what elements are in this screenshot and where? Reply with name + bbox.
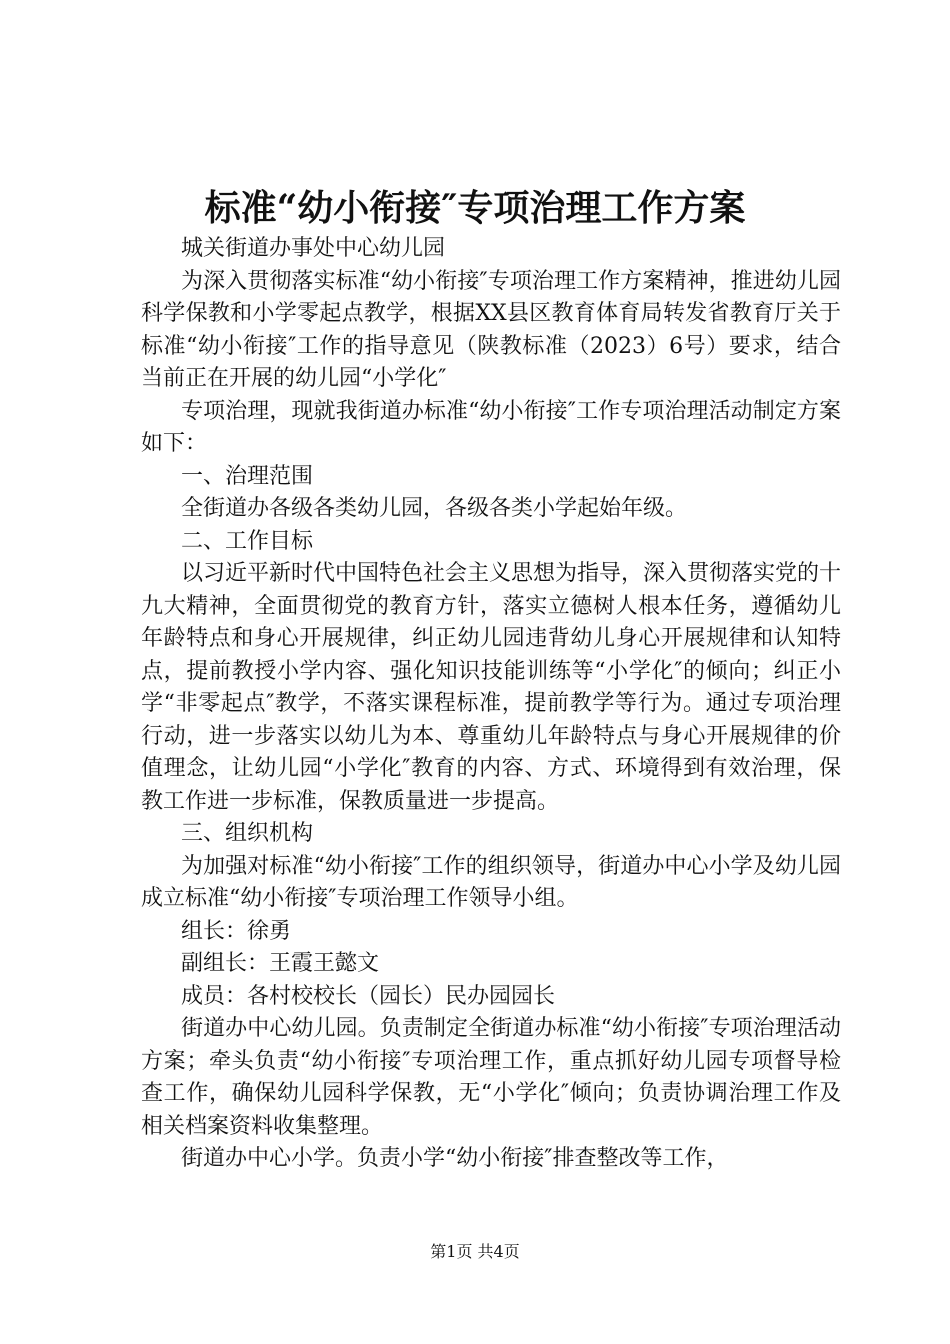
paragraph: 组长：徐勇: [181, 918, 292, 944]
paragraph: 成员：各村校校长（园长）民办园园长: [181, 983, 556, 1009]
paragraph: 街道办中心幼儿园。负责制定全街道办标准“幼小衔接″专项治理活动方案；牵头负责“幼小衔接″专项治理工作，重点抓好幼儿园专项督导检查工作，确保幼儿园科学保教，无“小学化″倾向；负责协调治理工作及相关档案资料收集整理。: [141, 1016, 841, 1139]
section-heading: 二、工作目标: [181, 528, 314, 554]
document-title: 标准“幼小衔接″专项治理工作方案: [204, 187, 746, 229]
paragraph: 为加强对标准“幼小衔接″工作的组织领导，街道办中心小学及幼儿园成立标准“幼小衔接″专项治理工作领导小组。: [141, 853, 841, 911]
paragraph: 副组长：王霞王懿文: [181, 951, 380, 976]
paragraph: 为深入贯彻落实标准“幼小衔接″专项治理工作方案精神，推进幼儿园科学保教和小学零起点教学，根据XX县区教育体育局转发省教育厅关于标准“幼小衔接″工作的指导意见（陕教标准（2023）6号）要求，结合当前正在开展的幼儿园“小学化″: [141, 268, 841, 391]
paragraph: 以习近平新时代中国特色社会主义思想为指导，深入贯彻落实党的十九大精神，全面贯彻党的教育方针，落实立德树人根本任务，遵循幼儿年龄特点和身心开展规律，纠正幼儿园违背幼儿身心开展规律和认知特点，提前教授小学内容、强化知识技能训练等“小学化″的倾向；纠正小学“非零起点″教学，不落实课程标准，提前教学等行为。通过专项治理行动，进一步落实以幼儿为本、尊重幼儿年龄特点与身心开展规律的价值理念，让幼儿园“小学化″教育的内容、方式、环境得到有效治理，保教工作进一步标准，保教质量进一步提高。: [141, 561, 842, 814]
section-heading: 三、组织机构: [181, 821, 314, 846]
paragraph: 城关街道办事处中心幼儿园: [181, 236, 446, 261]
paragraph: 全街道办各级各类幼儿园，各级各类小学起始年级。: [181, 496, 688, 521]
document-body: [141, 233, 841, 1176]
page-footer: 第1页 共4页: [430, 1242, 520, 1261]
section-heading: 一、治理范围: [181, 463, 314, 489]
paragraph: 专项治理，现就我街道办标准“幼小衔接″工作专项治理活动制定方案如下：: [141, 398, 841, 456]
paragraph: 街道办中心小学。负责小学“幼小衔接″排查整改等工作，: [181, 1146, 729, 1171]
